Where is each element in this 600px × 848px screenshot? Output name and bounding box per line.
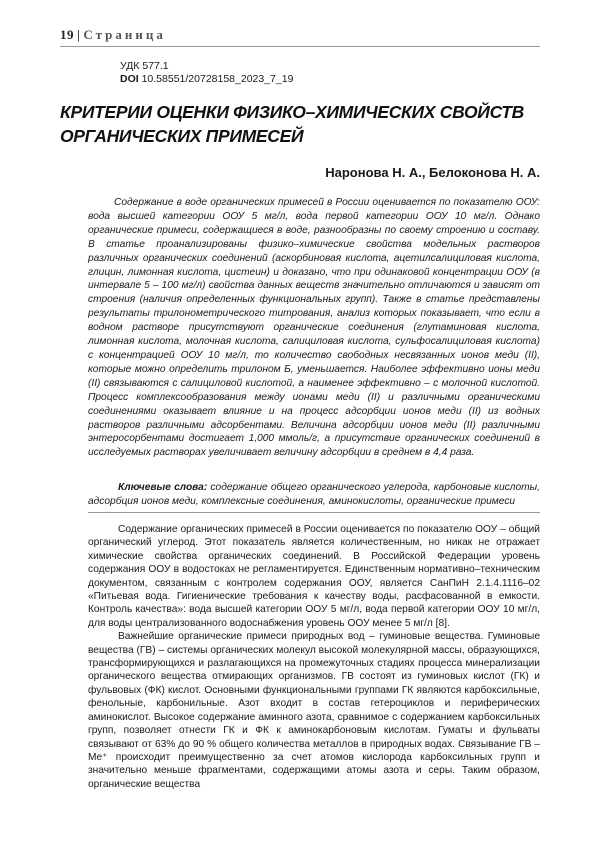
page-word: Страница — [83, 27, 166, 42]
article-authors: Наронова Н. А., Белоконова Н. А. — [325, 165, 540, 180]
running-header — [60, 27, 166, 43]
udk-code: УДК 577.1 — [120, 60, 169, 72]
article-title: КРИТЕРИИ ОЦЕНКИ ФИЗИКО–ХИМИЧЕСКИХ СВОЙСТВ ОРГАНИЧЕСКИХ ПРИМЕСЕЙ — [60, 102, 524, 146]
doi-line — [120, 73, 293, 86]
keywords — [88, 481, 540, 509]
doi-label: DOI — [120, 73, 139, 85]
keywords-text: содержание общего органического углерода, карбоновые кислоты, адсорбция ионов меди, комплексные соединения, аминокислоты, органические примеси — [88, 482, 540, 507]
keywords-divider — [88, 512, 540, 513]
header-separator: | — [77, 27, 81, 42]
header-divider — [60, 46, 540, 47]
body-text — [88, 523, 540, 791]
body-paragraph-2: Важнейшие органические примеси природных вод – гуминовые вещества. Гуминовые вещества (ГВ) – системы органических молекул высокой молекулярной массы, образующихся, трансформирующихся и разлагающихся на промежуточных стадиях процесса минерализации органического вещества отмирающих организмов. ГВ состоят из гуминовых кислот (ГК) и фульвовых (ФК) кислот. Основными функциональными группами ГК являются карбоксильные, фенольные, карбонильные. Азот входит в состав гетероциклов и периферических аминокислот. Высокое содержание аминного азота, сравнимое с содержанием карбоксильных групп, позволяет отнести ГК и ФК к аминокарбоновым кислотам. Гуматы и фульваты связывают от 63% до 90 % общего количества металлов в природных водах. Связывание ГВ – Me⁺ происходит преимущественно за счет атомов кислорода карбоксильных групп и значительно меньше фрагментами, содержащими атомы азота и серы. Таким образом, органические вещества — [88, 631, 540, 790]
abstract: Содержание в воде органических примесей в России оценивается по показателю ООУ: вода высшей категории ООУ 5 мг/л, вода первой категории ООУ 10 мг/л. Однако органические примеси, содержащиеся в воде, разнообразны по своему строению и составу. В статье проанализированы физико–химические свойства модельных растворов различных органических соединений (аскорбиновая кислота, ацетилсалициловая кислота, глицин, лимонная кислота, цистеин) и доказано, что при одинаковой концентрации ООУ (в интервале 5 – 100 мг/л) свойства данных веществ значительно отличаются и зависят от строения (наличия определенных функциональных групп). Также в статье представлены результаты трилонометрического титрования, анализ которых показывает, что если в водном растворе присутствуют органические соединения (глутаминовая кислота, лимонная кислота, молочная кислота, салициловая кислота, сульфосалициловая кислота) с концентрацией ООУ 10 мг/л, то количество свободных несвязанных ионов меди (II), которые можно определить трилоном Б, уменьшается. Наиболее эффективно ионы меди (II) связываются с салициловой кислотой, а наименее эффективно – с молочной кислотой. Процесс комплексообразования между ионами меди (II) и различными органическими соединениями оказывает влияние и на процесс адсорбции ионов меди (II) из водных растворов различными адсорбентами. Величина адсорбции ионов меди (II) различными энтеросорбентами достигает 1,000 ммоль/г, а присутствие органических соединений в исследуемых растворах увеличивает величину адсорбции в среднем в 4,4 раза. — [88, 197, 540, 459]
doi-value: 10.58551/20728158_2023_7_19 — [138, 73, 294, 85]
body-paragraph-1: Содержание органических примесей в России оценивается по показателю ООУ – общий органический углерод. Этот показатель является количественным, но никак не отражает химические свойства органических соединений. В Российской Федерации уровень содержания ООУ в водостоках не регламентируется. Единственным нормативно–техническим документом, связанным с контролем содержания ООУ, является СанПиН 2.1.4.1116–02 «Питьевая вода. Гигиенические требования к качеству воды, расфасованной в емкости. Контроль качества»: вода высшей категории ООУ 5 мг/л, вода первой категории ООУ 10 мг/л, для воды централизованного водоснабжения уровень ООУ менее 5 мг/л [8]. — [88, 524, 540, 629]
page-number: 19 — [60, 27, 74, 42]
keywords-label: Ключевые слова: — [118, 482, 208, 493]
